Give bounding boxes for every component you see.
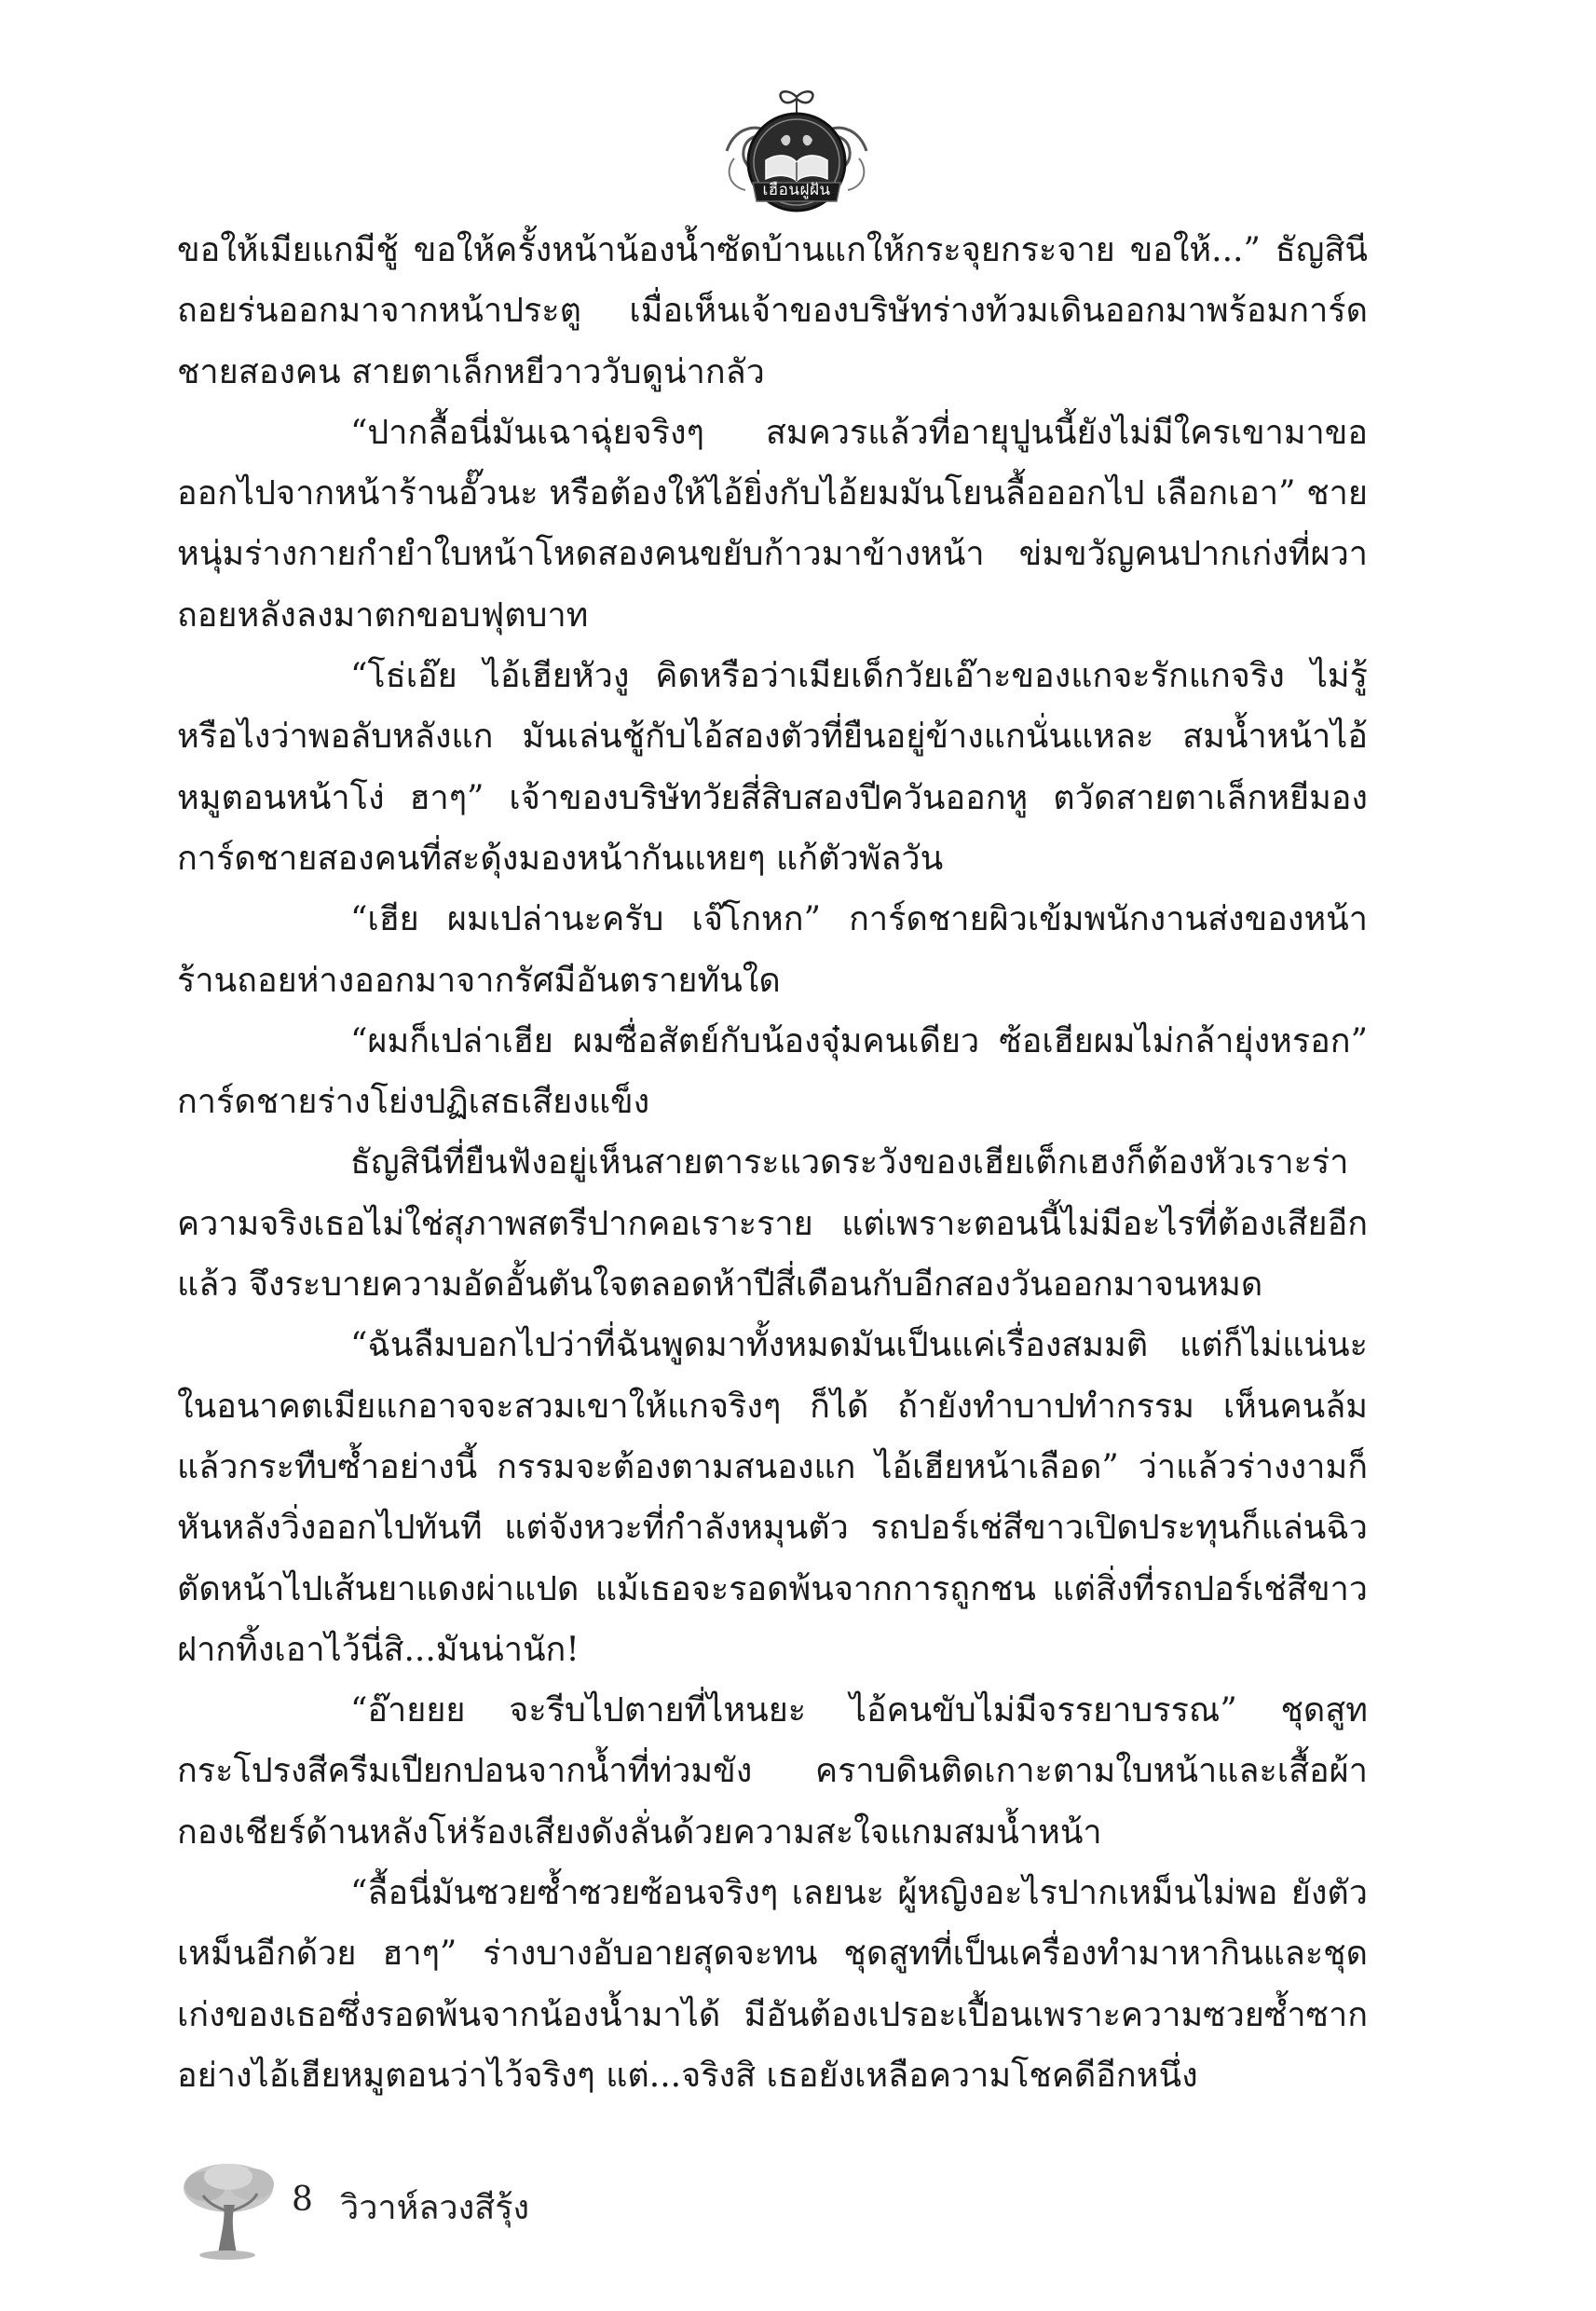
page-number: 8 [292, 2181, 313, 2219]
paragraph: “เฮีย ผมเปล่านะครับ เจ๊โกหก” การ์ดชายผิวเข้มพนักงานส่งของหน้าร้านถอยห่างออกมาจากรัศมีอันตรายทันใด [177, 900, 1368, 1000]
paragraph: “โธ่เอ๊ย ไอ้เฮียหัวงู คิดหรือว่าเมียเด็กวัยเอ๊าะของแกจะรักแกจริง ไม่รู้หรือไงว่าพอลับหลังแก มันเล่นชู้กับไอ้สองตัวที่ยืนอยู่ข้างแกนั่นแหละ สมน้ำหน้าไอ้หมูตอนหน้าโง่ ฮาๆ” เจ้าของบริษัทวัยสี่สิบสองปีควันออกหู ตวัดสายตาเล็กหยีมองการ์ดชายสองคนที่สะดุ้งมองหน้ากันแหยๆ แก้ตัวพัลวัน [177, 657, 1368, 878]
paragraph: ธัญสินีที่ยืนฟังอยู่เห็นสายตาระแวดระวังของเฮียเต็กเฮงก็ต้องหัวเราะร่า ความจริงเธอไม่ใช่สุภาพสตรีปากคอเราะราย แต่เพราะตอนนี้ไม่มีอะไรที่ต้องเสียอีกแล้ว จึงระบายความอัดอั้นตันใจตลอดห้าปีสี่เดือนกับอีกสองวันออกมาจนหมด [177, 1143, 1368, 1305]
paragraph: “ลื้อนี่มันซวยซ้ำซวยซ้อนจริงๆ เลยนะ ผู้หญิงอะไรปากเหม็นไม่พอ ยังตัวเหม็นอีกด้วย ฮาๆ” ร่างบางอับอายสุดจะทน ชุดสูทที่เป็นเครื่องทำมาหากินและชุดเก่งของเธอซึ่งรอดพ้นจากน้องน้ำมาได้ มีอันต้องเปรอะเปื้อนเพราะความซวยซ้ำซากอย่างไอ้เฮียหมูตอนว่าไว้จริงๆ แต่...จริงสิ เธอยังเหลือความโชคดีอีกหนึ่ง [177, 1874, 1368, 2095]
publisher-logo-text: เฮือนฝูฝัน [762, 181, 831, 199]
paragraph: ขอให้เมียแกมีชู้ ขอให้ครั้งหน้าน้องน้ำซัดบ้านแกให้กระจุยกระจาย ขอให้...” ธัญสินีถอยร่นออกมาจากหน้าประตู เมื่อเห็นเจ้าของบริษัทร่างท้วมเดินออกมาพร้อมการ์ดชายสองคน สายตาเล็กหยีวาววับดูน่ากลัว [177, 231, 1368, 391]
page-footer [177, 2160, 829, 2263]
paragraph: “ปากลื้อนี่มันเฉาฉุ่ยจริงๆ สมควรแล้วที่อายุปูนนี้ยังไม่มีใครเขามาขอ ออกไปจากหน้าร้านอั๊วนะ หรือต้องให้ไอ้ยิ่งกับไอ้ยมมันโยนลื้อออกไป เลือกเอา” ชายหนุ่มร่างกายกำยำใบหน้าโหดสองคนขยับก้าวมาข้างหน้า ข่มขวัญคนปากเก่งที่ผวาถอยหลังลงมาตกขอบฟุตบาท [177, 413, 1368, 635]
tree-icon [177, 2160, 284, 2263]
publisher-logo [717, 86, 876, 226]
paragraph: “ผมก็เปล่าเฮีย ผมซื่อสัตย์กับน้องจุ๋มคนเดียว ซ้อเฮียผมไม่กล้ายุ่งหรอก” การ์ดชายร่างโย่งปฏิเสธเสียงแข็ง [177, 1021, 1368, 1122]
running-title: วิวาห์ลวงสีรุ้ง [340, 2189, 530, 2227]
paragraph: “อ๊ายยย จะรีบไปตายที่ไหนยะ ไอ้คนขับไม่มีจรรยาบรรณ” ชุดสูทกระโปรงสีครีมเปียกปอนจากน้ำที่ท่วมขัง คราบดินติดเกาะตามใบหน้าและเสื้อผ้า กองเชียร์ด้านหลังโห่ร้องเสียงดังลั่นด้วยความสะใจแกมสมน้ำหน้า [177, 1691, 1368, 1852]
page-body [177, 220, 1368, 2106]
paragraph: “ฉันลืมบอกไปว่าที่ฉันพูดมาทั้งหมดมันเป็นแค่เรื่องสมมติ แต่ก็ไม่แน่นะ ในอนาคตเมียแกอาจจะสวมเขาให้แกจริงๆ ก็ได้ ถ้ายังทำบาปทำกรรม เห็นคนล้มแล้วกระทืบซ้ำอย่างนี้ กรรมจะต้องตามสนองแก ไอ้เฮียหน้าเลือด” ว่าแล้วร่างงามก็หันหลังวิ่งออกไปทันที แต่จังหวะที่กำลังหมุนตัว รถปอร์เช่สีขาวเปิดประทุนก็แล่นฉิวตัดหน้าไปเส้นยาแดงผ่าแปด แม้เธอจะรอดพ้นจากการถูกชน แต่สิ่งที่รถปอร์เช่สีขาวฝากทิ้งเอาไว้นี่สิ...มันน่านัก! [177, 1326, 1368, 1669]
book-crest-icon [717, 86, 876, 226]
